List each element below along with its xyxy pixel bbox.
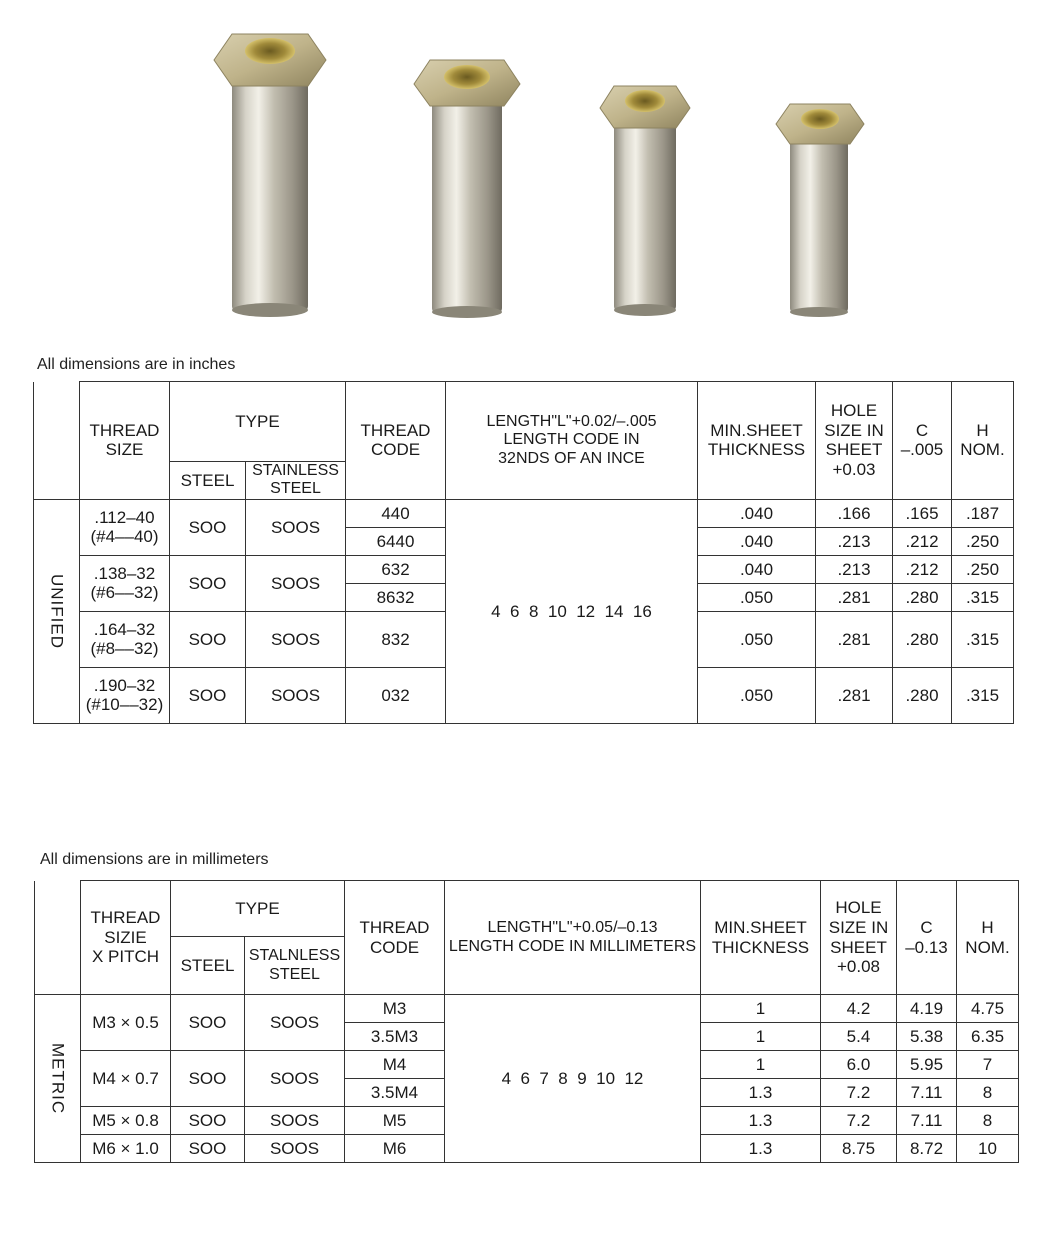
steel-type-cell: SOO — [170, 667, 246, 723]
length-codes-cell: 4 6 7 8 9 10 12 — [445, 995, 701, 1163]
header-hole-line1: HOLE — [835, 898, 882, 918]
c-cell: .280 — [893, 583, 952, 611]
side-label-unified: UNIFIED — [34, 499, 80, 723]
stainless-type-cell: SOOS — [246, 499, 346, 555]
min-sheet-cell: .050 — [698, 583, 816, 611]
h-cell: .187 — [952, 499, 1014, 527]
thread-size-number: (#10––32) — [85, 695, 164, 715]
header-h-line1: H — [976, 420, 989, 440]
min-sheet-cell: 1.3 — [701, 1135, 821, 1163]
c-cell: .212 — [893, 555, 952, 583]
steel-type-cell: SOO — [171, 995, 245, 1051]
thread-size-number: (#6––32) — [90, 583, 159, 603]
min-sheet-cell: .050 — [698, 611, 816, 667]
min-sheet-cell: 1 — [701, 995, 821, 1023]
header-type: TYPE — [171, 881, 345, 937]
table-corner-lower — [34, 462, 80, 500]
header-length-line3: 32NDS OF AN INCE — [498, 449, 645, 467]
thread-size-cell — [80, 555, 170, 611]
thread-size-cell — [80, 667, 170, 723]
thread-size-value: .138–32 — [93, 563, 156, 583]
header-h — [957, 881, 1019, 995]
header-h-line1: H — [981, 917, 994, 937]
h-cell: 6.35 — [957, 1023, 1019, 1051]
header-thread-size-line1: THREAD — [90, 908, 161, 928]
h-cell: .315 — [952, 667, 1014, 723]
c-cell: 7.11 — [897, 1107, 957, 1135]
length-codes-cell: 4 6 8 10 12 14 16 — [446, 499, 698, 723]
hole-size-cell: .213 — [816, 555, 893, 583]
header-thread-size-line3: X PITCH — [91, 947, 160, 967]
header-stainless-steel: STAINLESS STEEL — [246, 462, 346, 500]
thread-size-cell: M4 × 0.7 — [81, 1051, 171, 1107]
h-cell: 7 — [957, 1051, 1019, 1079]
h-cell: 4.75 — [957, 995, 1019, 1023]
header-c — [897, 881, 957, 995]
side-label-metric: METRIC — [35, 995, 81, 1163]
header-hole-line4: +0.03 — [832, 459, 876, 479]
stainless-type-cell: SOOS — [245, 995, 345, 1051]
standoff-medium-large — [414, 60, 520, 318]
header-length — [445, 881, 701, 995]
thread-size-cell — [80, 499, 170, 555]
header-hole-line2: SIZE IN — [828, 917, 889, 937]
min-sheet-cell: .040 — [698, 555, 816, 583]
header-steel: STEEL — [170, 462, 246, 500]
hole-size-cell: 5.4 — [821, 1023, 897, 1051]
hole-size-cell: 4.2 — [821, 995, 897, 1023]
hole-size-cell: .213 — [816, 527, 893, 555]
stainless-type-cell: SOOS — [245, 1107, 345, 1135]
steel-type-cell: SOO — [170, 499, 246, 555]
min-sheet-cell: .050 — [698, 667, 816, 723]
steel-type-cell: SOO — [171, 1135, 245, 1163]
hole-size-cell: 7.2 — [821, 1107, 897, 1135]
header-c-line2: –.005 — [900, 440, 944, 460]
thread-code-cell: 6440 — [346, 527, 446, 555]
thread-code-cell: 440 — [346, 499, 446, 527]
thread-size-value: .112–40 — [94, 507, 155, 527]
header-stainless-steel: STALNLESS STEEL — [245, 937, 345, 995]
header-type: TYPE — [170, 382, 346, 462]
header-thread-size — [81, 881, 171, 995]
h-cell: .315 — [952, 583, 1014, 611]
table-corner-lower — [35, 937, 81, 995]
min-sheet-cell: 1.3 — [701, 1079, 821, 1107]
thread-size-cell: M6 × 1.0 — [81, 1135, 171, 1163]
header-hole-line2: SIZE IN — [824, 420, 884, 440]
min-sheet-cell: 1 — [701, 1051, 821, 1079]
stainless-type-cell: SOOS — [246, 611, 346, 667]
hole-size-cell: .281 — [816, 611, 893, 667]
product-photo — [0, 0, 1060, 330]
min-sheet-cell: .040 — [698, 499, 816, 527]
steel-type-cell: SOO — [171, 1107, 245, 1135]
thread-code-cell: 3.5M4 — [345, 1079, 445, 1107]
header-thread-code: THREAD CODE — [345, 881, 445, 995]
h-cell: .315 — [952, 611, 1014, 667]
steel-type-cell: SOO — [170, 611, 246, 667]
units-caption-inches: All dimensions are in inches — [37, 356, 236, 373]
header-length-line2: LENGTH CODE IN — [503, 431, 640, 449]
unified-spec-table — [33, 381, 1014, 724]
thread-code-cell: 032 — [346, 667, 446, 723]
thread-size-cell — [80, 611, 170, 667]
header-thread-size: THREAD SIZE — [80, 382, 170, 500]
c-cell: .280 — [893, 667, 952, 723]
min-sheet-cell: .040 — [698, 527, 816, 555]
hole-size-cell: 7.2 — [821, 1079, 897, 1107]
thread-size-cell: M5 × 0.8 — [81, 1107, 171, 1135]
header-hole-size — [821, 881, 897, 995]
thread-code-cell: M5 — [345, 1107, 445, 1135]
header-thread-code: THREAD CODE — [346, 382, 446, 500]
header-thread-size-line2: SIZIE — [104, 927, 147, 947]
header-length-line2: LENGTH CODE IN MILLIMETERS — [448, 937, 697, 955]
header-hole-line1: HOLE — [830, 401, 878, 421]
c-cell: .212 — [893, 527, 952, 555]
hole-size-cell: .166 — [816, 499, 893, 527]
hole-size-cell: 6.0 — [821, 1051, 897, 1079]
header-c-line1: C — [920, 917, 933, 937]
thread-code-cell: M4 — [345, 1051, 445, 1079]
h-cell: 8 — [957, 1079, 1019, 1107]
header-length-line1: LENGTH"L"+0.02/–.005 — [486, 412, 657, 430]
c-cell: .165 — [893, 499, 952, 527]
thread-code-cell: 832 — [346, 611, 446, 667]
h-cell: .250 — [952, 555, 1014, 583]
header-h-line2: NOM. — [960, 440, 1005, 460]
hole-size-cell: .281 — [816, 583, 893, 611]
steel-type-cell: SOO — [170, 555, 246, 611]
header-hole-line4: +0.08 — [836, 957, 880, 977]
units-caption-millimeters: All dimensions are in millimeters — [40, 851, 269, 868]
thread-size-value: .164–32 — [93, 619, 156, 639]
h-cell: .250 — [952, 527, 1014, 555]
min-sheet-cell: 1 — [701, 1023, 821, 1051]
header-min-sheet: MIN.SHEET THICKNESS — [701, 881, 821, 995]
thread-code-cell: 8632 — [346, 583, 446, 611]
hole-size-cell: 8.75 — [821, 1135, 897, 1163]
header-hole-line3: SHEET — [825, 440, 883, 460]
standoff-medium — [600, 86, 690, 316]
c-cell: 5.38 — [897, 1023, 957, 1051]
table-corner — [34, 382, 80, 462]
steel-type-cell: SOO — [171, 1051, 245, 1107]
header-h — [952, 382, 1014, 500]
metric-spec-table — [34, 880, 1019, 1163]
table-corner — [35, 881, 81, 937]
thread-size-value: .190–32 — [93, 675, 156, 695]
thread-size-number: (#8––32) — [90, 639, 159, 659]
stainless-type-cell: SOOS — [245, 1051, 345, 1107]
standoff-small — [776, 104, 864, 317]
stainless-type-cell: SOOS — [245, 1135, 345, 1163]
thread-size-cell: M3 × 0.5 — [81, 995, 171, 1051]
header-hole-line3: SHEET — [830, 937, 887, 957]
c-cell: 7.11 — [897, 1079, 957, 1107]
c-cell: 5.95 — [897, 1051, 957, 1079]
stainless-type-cell: SOOS — [246, 555, 346, 611]
thread-code-cell: M6 — [345, 1135, 445, 1163]
c-cell: 8.72 — [897, 1135, 957, 1163]
header-c-line2: –0.13 — [905, 937, 948, 957]
header-c-line1: C — [915, 420, 929, 440]
h-cell: 10 — [957, 1135, 1019, 1163]
thread-code-cell: M3 — [345, 995, 445, 1023]
c-cell: 4.19 — [897, 995, 957, 1023]
header-length — [446, 382, 698, 500]
standoff-large — [214, 34, 326, 317]
header-steel: STEEL — [171, 937, 245, 995]
thread-size-number: (#4––40) — [90, 527, 159, 547]
header-c — [893, 382, 952, 500]
header-min-sheet: MIN.SHEET THICKNESS — [698, 382, 816, 500]
stainless-type-cell: SOOS — [246, 667, 346, 723]
header-hole-size — [816, 382, 893, 500]
header-length-line1: LENGTH"L"+0.05/–0.13 — [487, 919, 658, 937]
header-h-line2: NOM. — [965, 937, 1010, 957]
thread-code-cell: 3.5M3 — [345, 1023, 445, 1051]
thread-code-cell: 632 — [346, 555, 446, 583]
h-cell: 8 — [957, 1107, 1019, 1135]
min-sheet-cell: 1.3 — [701, 1107, 821, 1135]
c-cell: .280 — [893, 611, 952, 667]
hole-size-cell: .281 — [816, 667, 893, 723]
